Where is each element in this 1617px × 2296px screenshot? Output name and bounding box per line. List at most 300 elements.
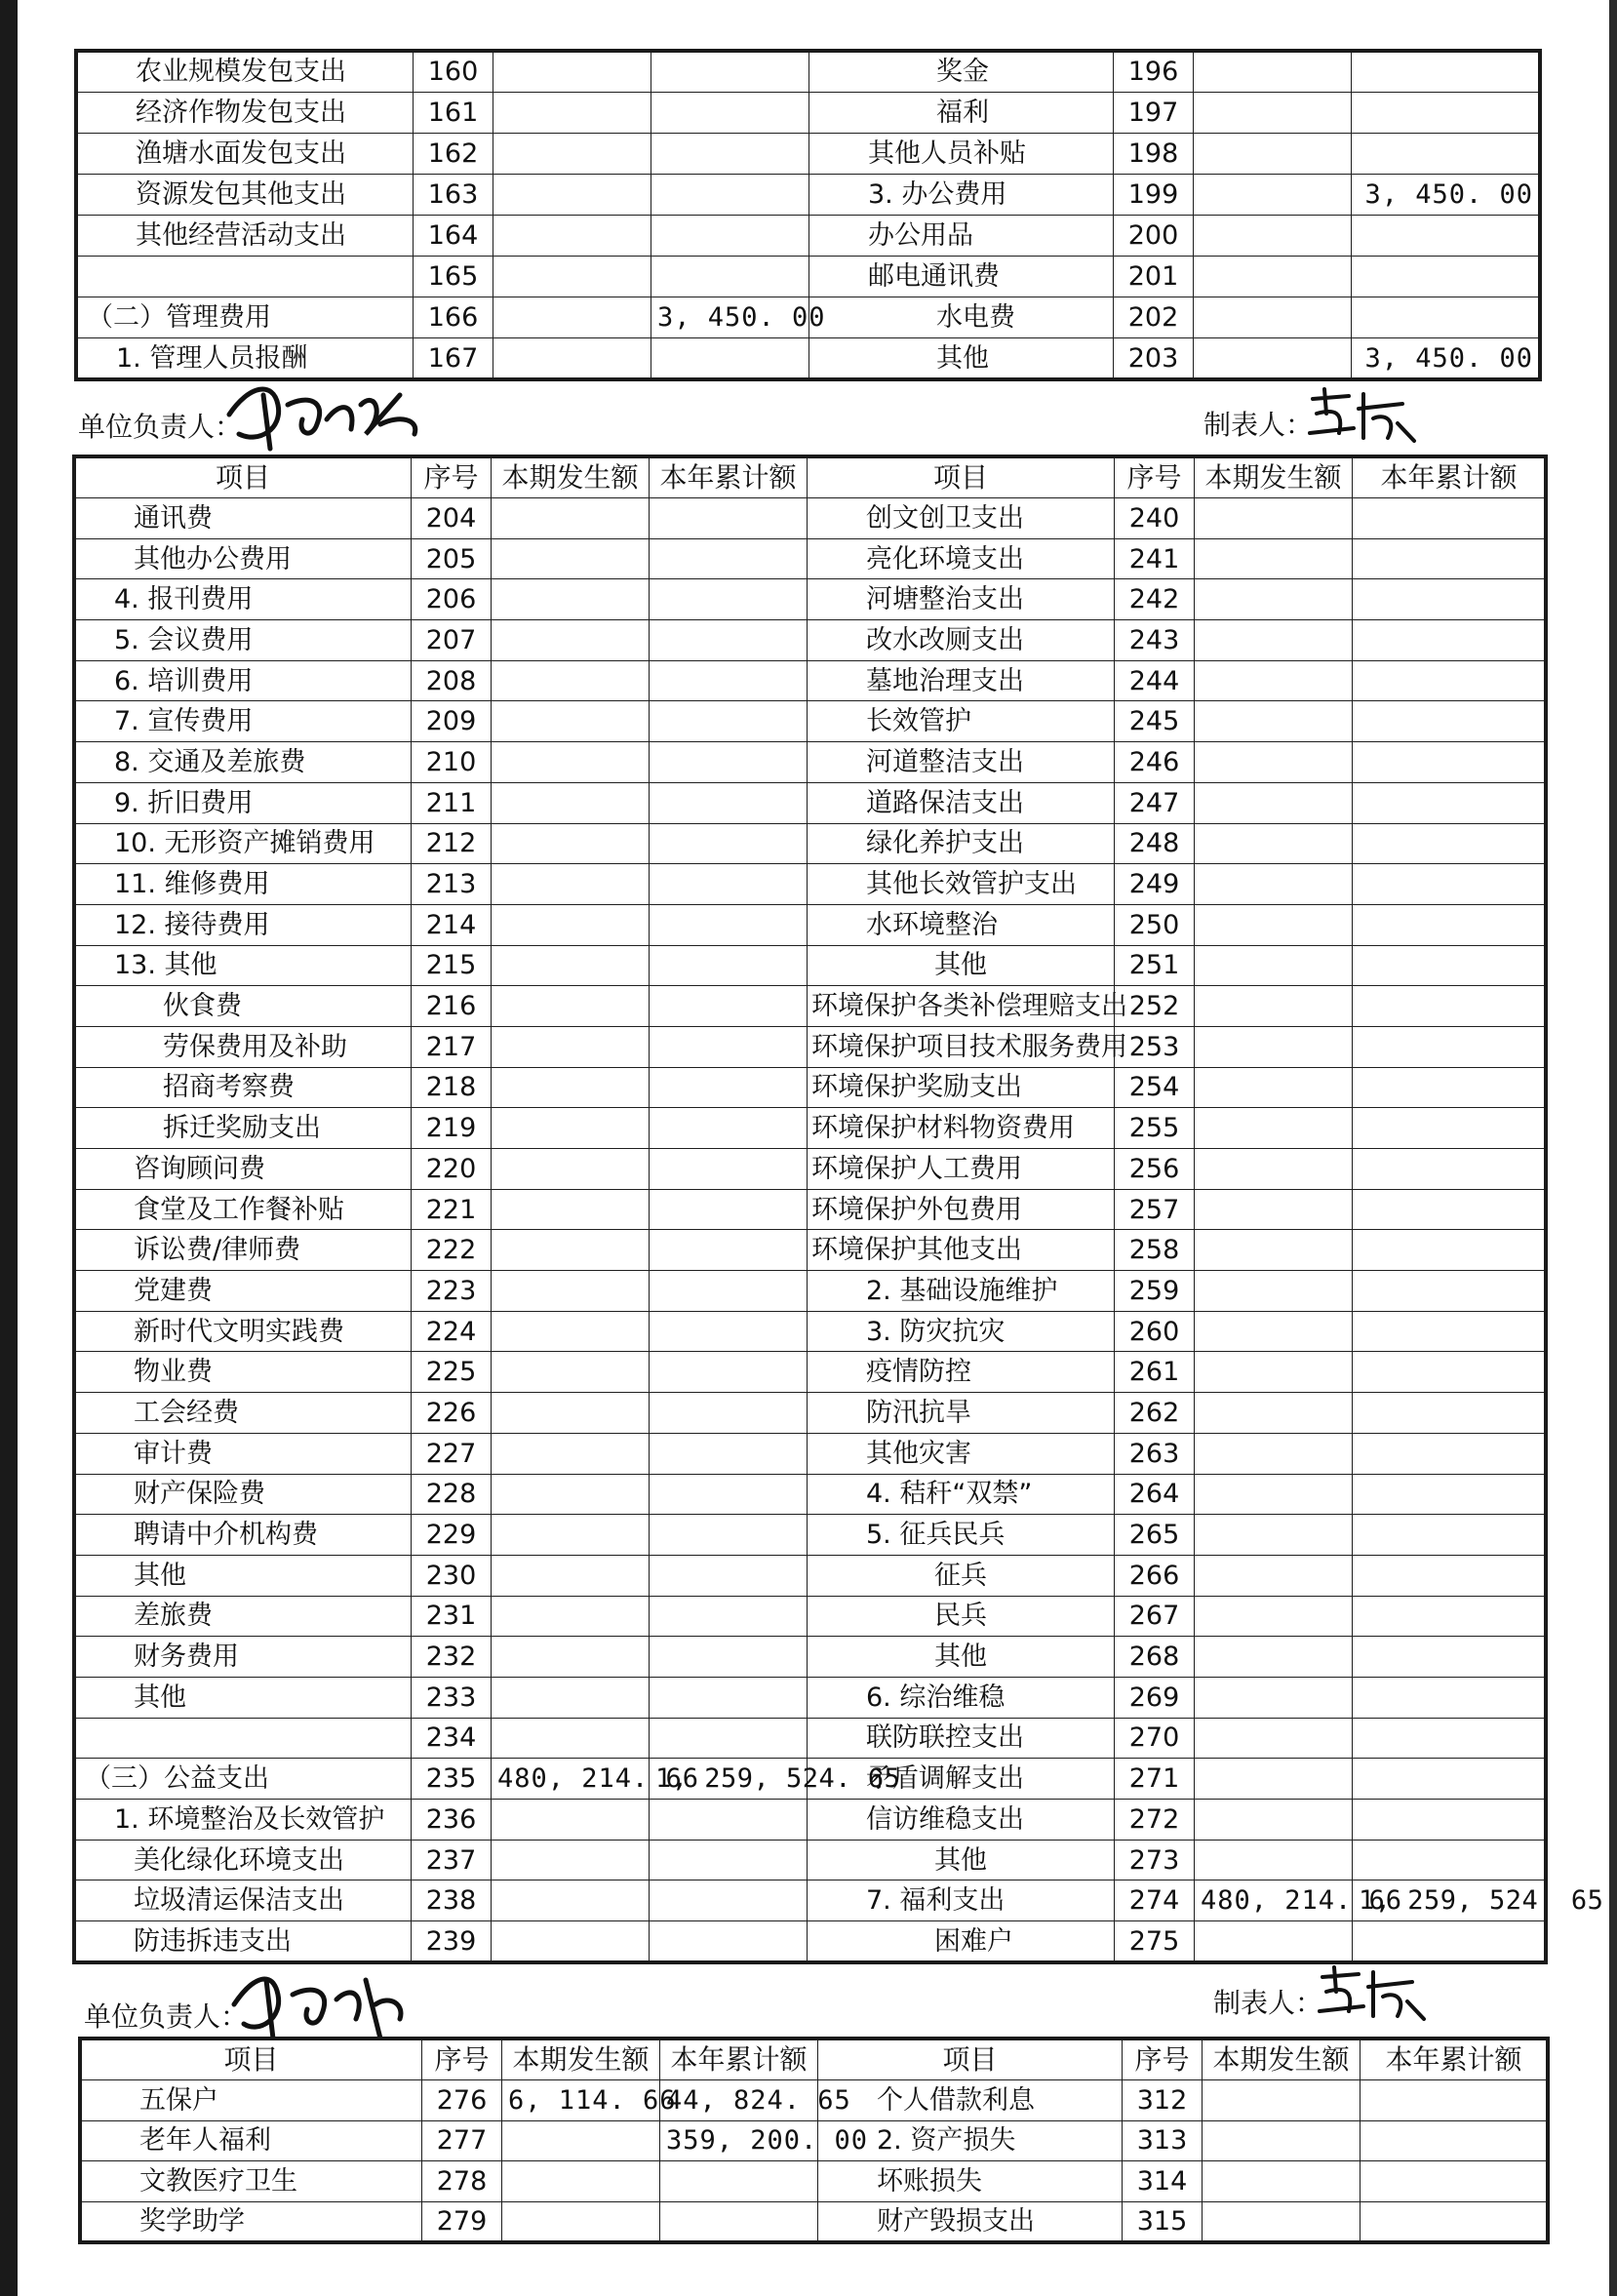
right-item-cell: 困难户 [808,1921,1115,1962]
right-current-amount-cell [1195,986,1353,1027]
table-maker-signature-2 [1315,1962,1432,2026]
left-item-cell: 5. 会议费用 [75,620,412,661]
left-item-cell: 1. 管理人员报酬 [77,338,414,379]
right-current-amount-cell [1195,1637,1353,1678]
right-item-cell: 福利 [809,93,1114,134]
table-row [77,134,1540,175]
table-row [75,1637,1546,1678]
right-ytd-amount-cell [1353,986,1546,1027]
left-ytd-amount-cell [650,1596,808,1637]
right-current-amount-cell [1195,1677,1353,1718]
right-current-amount-cell [1195,1555,1353,1596]
right-current-amount-cell [1195,864,1353,905]
left-ytd-amount-cell [650,1189,808,1230]
right-item-cell: 创文创卫支出 [808,498,1115,539]
left-item-cell: 8. 交通及差旅费 [75,742,412,783]
right-current-amount-cell [1194,52,1352,93]
right-current-amount-cell [1195,1433,1353,1474]
left-item-cell: 财务费用 [75,1637,412,1678]
right-current-amount-cell [1195,1026,1353,1067]
right-item-cell: 环境保护各类补偿理赔支出 [808,986,1115,1027]
left-item-cell: 文教医疗卫生 [81,2161,422,2202]
left-no-cell: 208 [412,660,492,701]
left-ytd-amount-cell [650,1880,808,1921]
right-ytd-amount-cell [1353,1515,1546,1556]
left-no-cell: 162 [414,134,493,175]
left-item-cell: 聘请中介机构费 [75,1515,412,1556]
right-item-cell: 其他人员补贴 [809,134,1114,175]
left-no-cell: 209 [412,701,492,742]
right-ytd-amount-cell [1353,823,1546,864]
left-no-cell: 224 [412,1311,492,1352]
right-item-cell: 道路保洁支出 [808,782,1115,823]
right-ytd-amount-cell [1353,1596,1546,1637]
left-item-cell: 资源发包其他支出 [77,175,414,216]
right-ytd-amount-cell [1352,134,1540,175]
left-no-cell: 219 [412,1108,492,1149]
header-no: 序号 [422,2039,502,2080]
left-ytd-amount-cell [650,1149,808,1190]
table-row [75,1352,1546,1393]
right-current-amount-cell [1195,1840,1353,1880]
unit-head-label-2: 单位负责人： [84,2000,249,2033]
left-ytd-amount-cell [650,1108,808,1149]
right-no-cell: 261 [1115,1352,1195,1393]
table-row [77,216,1540,257]
right-no-cell: 251 [1115,945,1195,986]
left-current-amount-cell [492,1474,650,1515]
right-current-amount-cell [1195,1311,1353,1352]
left-item-cell: 审计费 [75,1433,412,1474]
right-item-cell: 其他长效管护支出 [808,864,1115,905]
left-no-cell: 230 [412,1555,492,1596]
left-item-cell: 渔塘水面发包支出 [77,134,414,175]
right-no-cell: 202 [1114,297,1194,338]
table-row [81,2080,1548,2121]
right-item-cell: 矛盾调解支出 [808,1759,1115,1800]
left-no-cell: 165 [414,257,493,297]
table-row [75,1311,1546,1352]
right-item-cell: 邮电通讯费 [809,257,1114,297]
left-current-amount-cell [492,1433,650,1474]
right-ytd-amount-cell [1353,904,1546,945]
table-row [75,823,1546,864]
left-current-amount-cell [492,1352,650,1393]
left-no-cell: 205 [412,538,492,579]
right-ytd-amount-cell [1353,782,1546,823]
left-current-amount-cell [492,1026,650,1067]
left-item-cell: 五保户 [81,2080,422,2121]
header-no: 序号 [1123,2039,1203,2080]
right-no-cell: 203 [1114,338,1194,379]
left-no-cell: 228 [412,1474,492,1515]
table-row [75,1393,1546,1434]
left-item-cell: 美化绿化环境支出 [75,1840,412,1880]
right-ytd-amount-cell [1361,2161,1548,2202]
right-item-cell: 办公用品 [809,216,1114,257]
right-item-cell: 7. 福利支出 [808,1880,1115,1921]
table-row [75,1759,1546,1800]
left-no-cell: 215 [412,945,492,986]
right-ytd-amount-cell [1353,620,1546,661]
left-current-amount-cell [492,1067,650,1108]
right-no-cell: 200 [1114,216,1194,257]
left-ytd-amount-cell [650,1433,808,1474]
right-no-cell: 197 [1114,93,1194,134]
left-item-cell: 9. 折旧费用 [75,782,412,823]
right-no-cell: 257 [1115,1189,1195,1230]
left-item-cell: 伙食费 [75,986,412,1027]
left-no-cell: 163 [414,175,493,216]
left-ytd-amount-cell [660,2201,818,2242]
left-no-cell: 223 [412,1271,492,1312]
table-row [75,538,1546,579]
right-item-cell: 亮化环境支出 [808,538,1115,579]
left-current-amount-cell [493,338,651,379]
right-current-amount-cell [1194,338,1352,379]
left-ytd-amount-cell: 1, 259, 524. 65 [650,1759,808,1800]
left-current-amount-cell [492,864,650,905]
table-row [75,904,1546,945]
left-ytd-amount-cell [651,216,809,257]
left-no-cell: 232 [412,1637,492,1678]
left-item-cell [75,1718,412,1759]
left-item-cell: 党建费 [75,1271,412,1312]
right-no-cell: 268 [1115,1637,1195,1678]
right-item-cell: 其他 [808,1840,1115,1880]
right-no-cell: 196 [1114,52,1194,93]
left-ytd-amount-cell [650,538,808,579]
left-ytd-amount-cell [651,52,809,93]
right-no-cell: 315 [1123,2201,1203,2242]
left-ytd-amount-cell [650,1230,808,1271]
right-ytd-amount-cell [1353,1474,1546,1515]
left-item-cell: 其他办公费用 [75,538,412,579]
left-ytd-amount-cell: 359, 200. 00 [660,2120,818,2161]
left-current-amount-cell [493,52,651,93]
table-row [77,338,1540,379]
right-item-cell: 6. 综治维稳 [808,1677,1115,1718]
table-row [77,297,1540,338]
right-no-cell: 269 [1115,1677,1195,1718]
left-current-amount-cell [492,945,650,986]
right-ytd-amount-cell [1361,2080,1548,2121]
left-no-cell: 227 [412,1433,492,1474]
table-row [75,579,1546,620]
left-no-cell: 164 [414,216,493,257]
left-ytd-amount-cell [650,742,808,783]
header-ytd: 本年累计额 [1361,2039,1548,2080]
right-no-cell: 244 [1115,660,1195,701]
left-no-cell: 160 [414,52,493,93]
right-ytd-amount-cell [1353,1637,1546,1678]
left-current-amount-cell [492,1880,650,1921]
right-ytd-amount-cell [1353,1759,1546,1800]
left-current-amount-cell [492,620,650,661]
left-item-cell: 其他 [75,1677,412,1718]
left-current-amount-cell [493,297,651,338]
left-current-amount-cell: 480, 214. 66 [492,1759,650,1800]
right-ytd-amount-cell: 3, 450. 00 [1352,175,1540,216]
left-no-cell: 211 [412,782,492,823]
left-ytd-amount-cell [651,93,809,134]
left-current-amount-cell [492,579,650,620]
right-no-cell: 312 [1123,2080,1203,2121]
left-ytd-amount-cell [651,134,809,175]
left-item-cell: 其他经营活动支出 [77,216,414,257]
right-current-amount-cell [1195,1067,1353,1108]
right-no-cell: 263 [1115,1433,1195,1474]
left-ytd-amount-cell [650,498,808,539]
left-current-amount-cell [492,538,650,579]
right-item-cell: 水环境整治 [808,904,1115,945]
left-no-cell: 235 [412,1759,492,1800]
right-no-cell: 241 [1115,538,1195,579]
right-ytd-amount-cell [1353,1352,1546,1393]
right-item-cell: 水电费 [809,297,1114,338]
left-no-cell: 220 [412,1149,492,1190]
left-ytd-amount-cell [650,1474,808,1515]
unit-head-signature-1 [219,376,429,454]
left-item-cell: 物业费 [75,1352,412,1393]
left-item-cell: 差旅费 [75,1596,412,1637]
right-item-cell: 其他灾害 [808,1433,1115,1474]
left-current-amount-cell [502,2161,660,2202]
left-item-cell: 13. 其他 [75,945,412,986]
left-no-cell: 210 [412,742,492,783]
left-item-cell: 防违拆违支出 [75,1921,412,1962]
left-no-cell: 276 [422,2080,502,2121]
left-ytd-amount-cell [650,620,808,661]
right-current-amount-cell [1195,579,1353,620]
right-item-cell: 其他 [808,1637,1115,1678]
left-item-cell: 12. 接待费用 [75,904,412,945]
table-row [75,1880,1546,1921]
left-item-cell: 劳保费用及补助 [75,1026,412,1067]
header-current: 本期发生额 [1195,457,1353,498]
left-current-amount-cell [492,1800,650,1841]
left-ytd-amount-cell [650,579,808,620]
left-no-cell: 233 [412,1677,492,1718]
left-current-amount-cell [492,1840,650,1880]
left-no-cell: 237 [412,1840,492,1880]
right-item-cell: 4. 秸秆“双禁” [808,1474,1115,1515]
header-item: 项目 [75,457,412,498]
left-item-cell: 老年人福利 [81,2120,422,2161]
header-no: 序号 [412,457,492,498]
right-no-cell: 252 [1115,986,1195,1027]
left-ytd-amount-cell [651,338,809,379]
right-current-amount-cell [1194,257,1352,297]
left-item-cell [77,257,414,297]
right-item-cell: 联防联控支出 [808,1718,1115,1759]
left-ytd-amount-cell [650,660,808,701]
right-no-cell: 253 [1115,1026,1195,1067]
left-no-cell: 161 [414,93,493,134]
table-row [75,1718,1546,1759]
right-item-cell: 其他 [808,945,1115,986]
header-item: 项目 [818,2039,1123,2080]
header-current: 本期发生额 [502,2039,660,2080]
right-current-amount-cell [1195,1271,1353,1312]
left-ytd-amount-cell [650,1555,808,1596]
right-no-cell: 273 [1115,1840,1195,1880]
right-item-cell: 环境保护外包费用 [808,1189,1115,1230]
left-current-amount-cell [492,823,650,864]
right-no-cell: 247 [1115,782,1195,823]
table-row [75,1921,1546,1962]
right-current-amount-cell [1195,538,1353,579]
right-item-cell: 3. 防灾抗灾 [808,1311,1115,1352]
table-maker-label-2: 制表人： [1213,1987,1323,2019]
left-ytd-amount-cell [660,2161,818,2202]
right-ytd-amount-cell [1352,93,1540,134]
left-no-cell: 212 [412,823,492,864]
table-row [75,660,1546,701]
right-ytd-amount-cell [1353,1271,1546,1312]
right-ytd-amount-cell [1353,498,1546,539]
table-row [75,701,1546,742]
left-no-cell: 167 [414,338,493,379]
left-no-cell: 234 [412,1718,492,1759]
right-item-cell: 防汛抗旱 [808,1393,1115,1434]
left-ytd-amount-cell: 44, 824. 65 [660,2080,818,2121]
right-ytd-amount-cell: 3, 450. 00 [1352,338,1540,379]
left-current-amount-cell [492,904,650,945]
right-ytd-amount-cell [1353,1555,1546,1596]
left-no-cell: 236 [412,1800,492,1841]
table-row [75,1230,1546,1271]
right-current-amount-cell [1195,701,1353,742]
left-no-cell: 279 [422,2201,502,2242]
left-item-cell: 11. 维修费用 [75,864,412,905]
left-no-cell: 225 [412,1352,492,1393]
left-item-cell: 7. 宣传费用 [75,701,412,742]
right-current-amount-cell [1195,1352,1353,1393]
left-ytd-amount-cell [650,864,808,905]
right-no-cell: 259 [1115,1271,1195,1312]
ledger-table-section-2 [74,456,1604,1962]
right-current-amount-cell [1195,1149,1353,1190]
right-ytd-amount-cell [1352,52,1540,93]
right-no-cell: 254 [1115,1067,1195,1108]
left-item-cell: 工会经费 [75,1393,412,1434]
right-no-cell: 240 [1115,498,1195,539]
header-item: 项目 [808,457,1115,498]
left-current-amount-cell [493,134,651,175]
left-ytd-amount-cell [651,175,809,216]
right-item-cell: 3. 办公费用 [809,175,1114,216]
right-ytd-amount-cell [1361,2120,1548,2161]
table-row [75,1555,1546,1596]
right-ytd-amount-cell [1352,216,1540,257]
right-no-cell: 249 [1115,864,1195,905]
right-current-amount-cell [1195,1230,1353,1271]
table-row [75,1677,1546,1718]
unit-head-signature-2 [219,1960,414,2043]
header-current: 本期发生额 [492,457,650,498]
left-current-amount-cell [492,1393,650,1434]
left-no-cell: 278 [422,2161,502,2202]
table-row [75,782,1546,823]
right-item-cell: 其他 [809,338,1114,379]
unit-head-label-1: 单位负责人： [78,411,243,443]
right-current-amount-cell [1195,1800,1353,1841]
table-maker-signature-1 [1305,384,1422,448]
right-no-cell: 272 [1115,1800,1195,1841]
left-current-amount-cell [492,1596,650,1637]
right-no-cell: 245 [1115,701,1195,742]
left-ytd-amount-cell [650,1921,808,1962]
right-no-cell: 270 [1115,1718,1195,1759]
left-current-amount-cell [502,2201,660,2242]
right-ytd-amount-cell [1353,1108,1546,1149]
right-ytd-amount-cell [1353,1230,1546,1271]
left-item-cell: 4. 报刊费用 [75,579,412,620]
right-no-cell: 248 [1115,823,1195,864]
left-item-cell: 拆迁奖励支出 [75,1108,412,1149]
right-no-cell: 258 [1115,1230,1195,1271]
right-item-cell: 绿化养护支出 [808,823,1115,864]
right-current-amount-cell [1195,1921,1353,1962]
left-current-amount-cell [492,1149,650,1190]
left-no-cell: 277 [422,2120,502,2161]
header-ytd: 本年累计额 [1353,457,1546,498]
right-item-cell: 河塘整治支出 [808,579,1115,620]
right-current-amount-cell [1195,1474,1353,1515]
table-row [75,742,1546,783]
right-ytd-amount-cell [1353,660,1546,701]
left-item-cell: 诉讼费/律师费 [75,1230,412,1271]
left-item-cell: 经济作物发包支出 [77,93,414,134]
right-no-cell: 275 [1115,1921,1195,1962]
right-item-cell: 征兵 [808,1555,1115,1596]
right-item-cell: 信访维稳支出 [808,1800,1115,1841]
left-no-cell: 218 [412,1067,492,1108]
right-ytd-amount-cell [1353,1800,1546,1841]
table-row [81,2201,1548,2242]
left-current-amount-cell [492,1677,650,1718]
right-no-cell: 250 [1115,904,1195,945]
right-current-amount-cell [1203,2161,1361,2202]
right-item-cell: 河道整洁支出 [808,742,1115,783]
right-current-amount-cell [1195,1718,1353,1759]
left-current-amount-cell [492,1271,650,1312]
left-current-amount-cell [492,986,650,1027]
left-item-cell: （三）公益支出 [75,1759,412,1800]
right-no-cell: 313 [1123,2120,1203,2161]
table-row [81,2161,1548,2202]
table-row [75,1108,1546,1149]
right-no-cell: 271 [1115,1759,1195,1800]
right-ytd-amount-cell [1353,1433,1546,1474]
table-row [75,1800,1546,1841]
left-ytd-amount-cell: 3, 450. 00 [651,297,809,338]
left-no-cell: 238 [412,1880,492,1921]
table-row [75,1474,1546,1515]
right-ytd-amount-cell [1353,742,1546,783]
ledger-table-section-1 [76,51,1540,379]
left-no-cell: 214 [412,904,492,945]
right-no-cell: 260 [1115,1311,1195,1352]
left-item-cell: 咨询顾问费 [75,1149,412,1190]
left-no-cell: 231 [412,1596,492,1637]
right-ytd-amount-cell [1353,1189,1546,1230]
left-ytd-amount-cell [650,1718,808,1759]
table-row [75,498,1546,539]
right-ytd-amount-cell [1353,579,1546,620]
right-no-cell: 265 [1115,1515,1195,1556]
